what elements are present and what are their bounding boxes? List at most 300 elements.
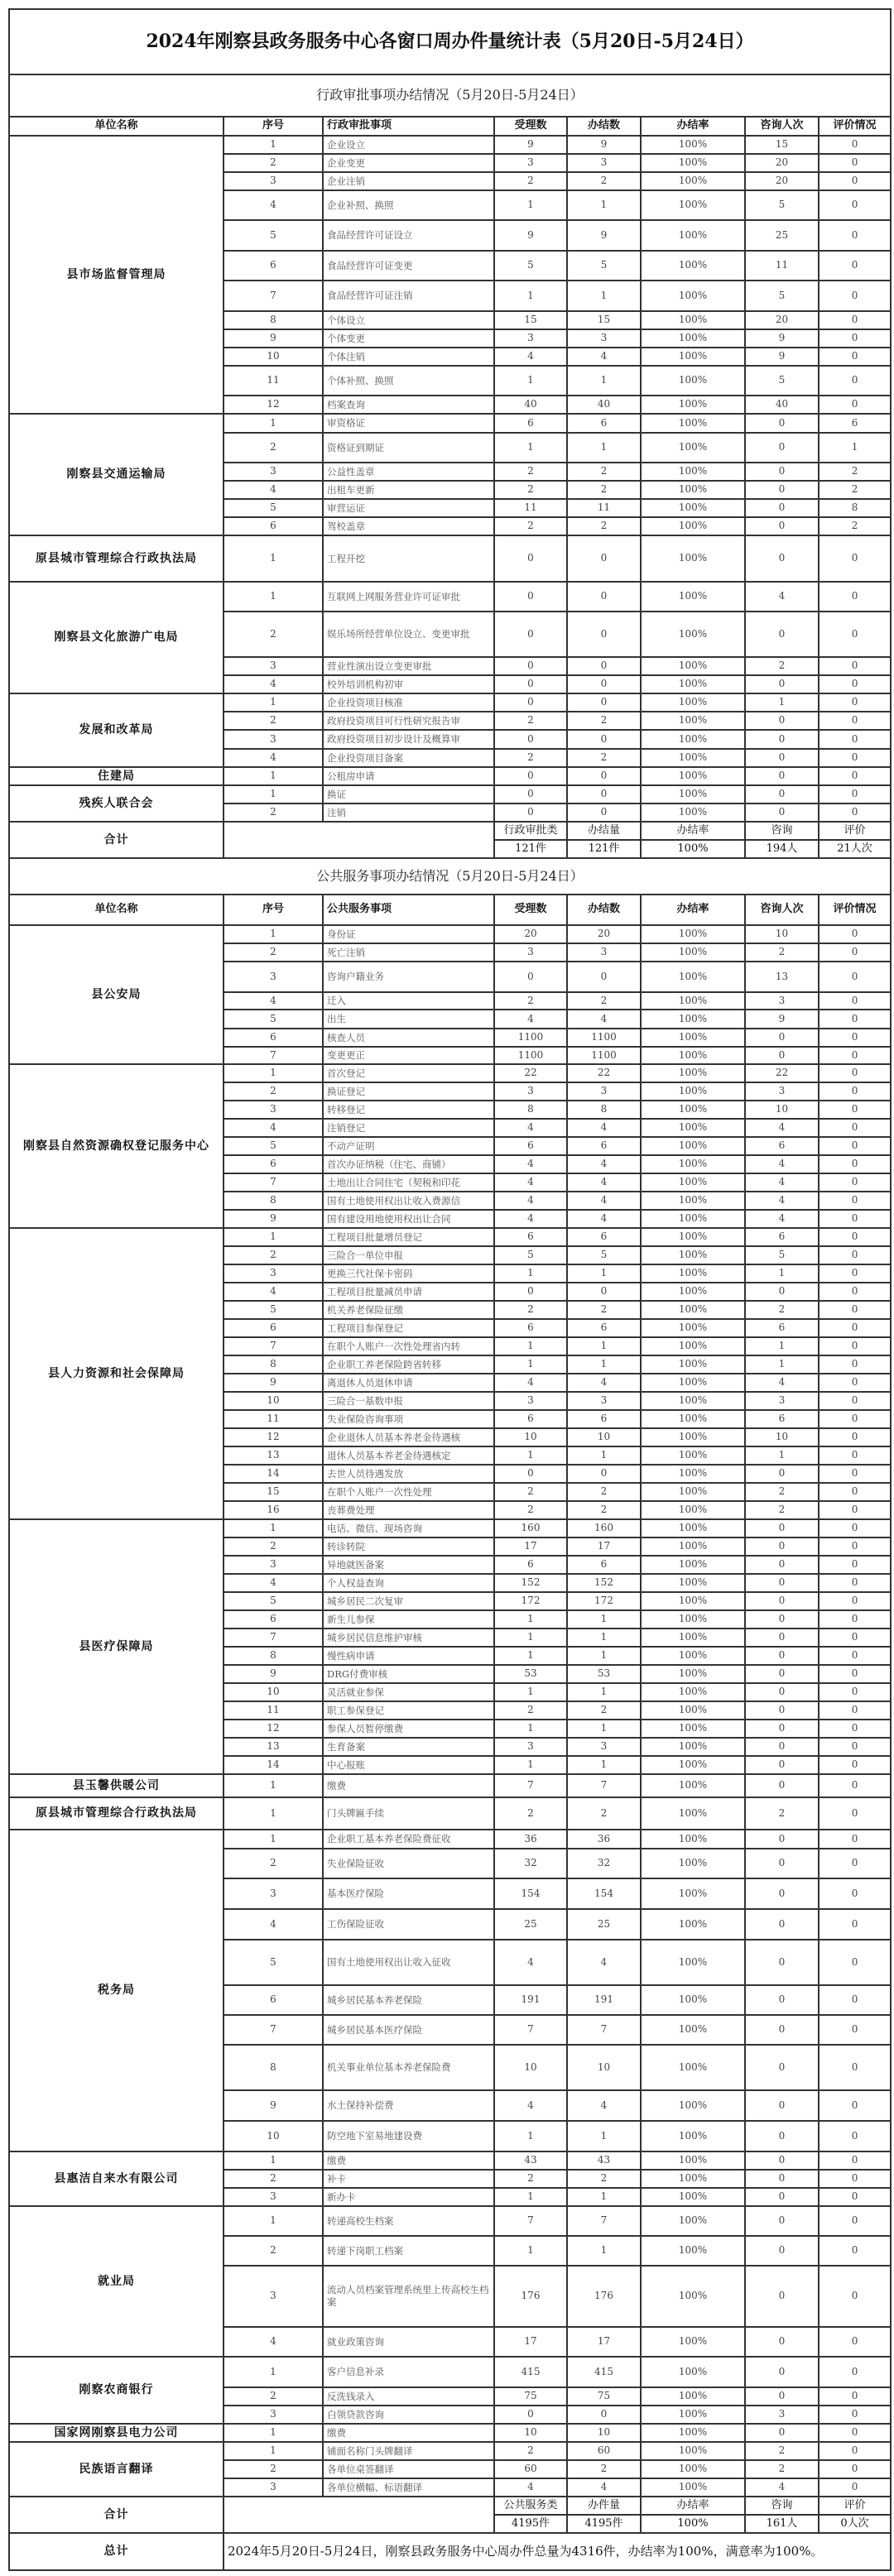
cell-completed: 6 [567,414,641,433]
cell-seq: 5 [223,1592,323,1610]
cell-consultations: 0 [745,1574,819,1592]
cell-completed: 10 [567,1428,641,1446]
cell-consultations: 2 [745,2460,819,2478]
cell-accepted: 0 [494,612,567,657]
cell-consultations: 0 [745,2266,819,2327]
cell-rate: 100% [641,1629,745,1647]
cell-rate: 100% [641,1428,745,1446]
cell-seq: 6 [223,1610,323,1629]
cell-item: 机关事业单位基本养老保险费 [323,2045,494,2090]
admin-section-title: 行政审批事项办结情况（5月20日-5月24日） [9,74,891,117]
cell-seq: 2 [223,1246,323,1264]
cell-accepted: 2 [494,172,567,190]
cell-completed: 1 [567,1264,641,1283]
cell-item: 门头牌匾手续 [323,1797,494,1830]
cell-consultations: 2 [745,1797,819,1830]
cell-accepted: 43 [494,2151,567,2170]
cell-rate: 100% [641,1537,745,1556]
cell-item: 丧葬费处理 [323,1501,494,1519]
cell-accepted: 1 [494,1683,567,1701]
cell-rate: 100% [641,1064,745,1082]
cell-item: 个体变更 [323,329,494,348]
cell-accepted: 6 [494,1410,567,1428]
cell-rate: 100% [641,675,745,693]
total-metric-value: 100% [641,2515,745,2533]
cell-seq: 1 [223,1830,323,1849]
cell-item: 异地就医备案 [323,1556,494,1574]
cell-seq: 4 [223,1909,323,1940]
cell-consultations: 0 [745,1940,819,1985]
cell-completed: 0 [567,1465,641,1483]
cell-item: 退休人员基本养老金待遇核定 [323,1446,494,1465]
cell-seq: 2 [223,433,323,463]
cell-item: 企业补照、换照 [323,190,494,220]
cell-seq: 1 [223,1797,323,1830]
cell-consultations: 0 [745,1985,819,2015]
cell-accepted: 0 [494,657,567,675]
cell-evaluations: 0 [819,1519,891,1537]
cell-evaluations: 0 [819,1173,891,1192]
cell-accepted: 4 [494,1192,567,1210]
cell-evaluations: 0 [819,220,891,251]
header-unit-name: 单位名称 [9,895,223,925]
cell-rate: 100% [641,2406,745,2424]
cell-completed: 6 [567,1319,641,1337]
cell-seq: 5 [223,220,323,251]
cell-item: 咨询户籍业务 [323,962,494,992]
cell-consultations: 0 [745,1610,819,1629]
cell-consultations: 1 [745,1337,819,1355]
cell-accepted: 1100 [494,1047,567,1064]
cell-evaluations: 2 [819,463,891,481]
cell-seq: 2 [223,612,323,657]
cell-consultations: 0 [745,2357,819,2387]
cell-seq: 13 [223,1738,323,1756]
cell-evaluations: 0 [819,1501,891,1519]
cell-evaluations: 0 [819,2045,891,2090]
cell-accepted: 3 [494,1392,567,1410]
cell-accepted: 10 [494,1428,567,1446]
cell-rate: 100% [641,2188,745,2206]
unit-name: 就业局 [9,2206,223,2357]
cell-seq: 3 [223,1264,323,1283]
cell-evaluations: 8 [819,499,891,517]
cell-seq: 9 [223,329,323,348]
cell-item: 白领贷款咨询 [323,2406,494,2424]
cell-rate: 100% [641,1283,745,1301]
cell-consultations: 13 [745,962,819,992]
unit-name: 县市场监督管理局 [9,136,223,414]
cell-accepted: 6 [494,1228,567,1246]
cell-seq: 11 [223,1410,323,1428]
cell-completed: 5 [567,251,641,281]
cell-seq: 1 [223,582,323,612]
cell-consultations: 0 [745,463,819,481]
unit-name: 残疾人联合会 [9,785,223,822]
cell-item: 工程开挖 [323,535,494,582]
cell-consultations: 0 [745,2170,819,2188]
header-completed: 办结数 [567,117,641,136]
table-row [9,1830,891,1849]
cell-consultations: 0 [745,1556,819,1574]
header-evaluations: 评价情况 [819,117,891,136]
cell-consultations: 0 [745,481,819,499]
cell-item: 企业职工养老保险跨省转移 [323,1355,494,1374]
cell-accepted: 40 [494,396,567,414]
cell-seq: 1 [223,1064,323,1082]
cell-completed: 4 [567,1010,641,1029]
cell-completed: 4 [567,2090,641,2121]
cell-evaluations: 0 [819,1878,891,1909]
cell-accepted: 4 [494,1374,567,1392]
cell-evaluations: 0 [819,1610,891,1629]
header-row [9,117,891,136]
cell-evaluations: 0 [819,1701,891,1720]
table-row [9,1519,891,1537]
cell-accepted: 0 [494,535,567,582]
table-row [9,2442,891,2460]
cell-evaluations: 0 [819,2460,891,2478]
cell-seq: 2 [223,943,323,962]
total-metric-label: 公共服务类 [494,2497,567,2515]
cell-completed: 53 [567,1665,641,1683]
cell-completed: 415 [567,2357,641,2387]
cell-completed: 1 [567,2236,641,2266]
cell-consultations: 0 [745,785,819,804]
cell-item: 离退休人员退休申请 [323,1374,494,1392]
cell-consultations: 0 [745,1465,819,1483]
cell-rate: 100% [641,804,745,822]
cell-completed: 17 [567,2327,641,2357]
table-row [9,2206,891,2236]
cell-item: 失业保险征收 [323,1849,494,1878]
table-row [9,2424,891,2442]
cell-completed: 10 [567,2424,641,2442]
cell-consultations: 0 [745,433,819,463]
cell-item: 档案查询 [323,396,494,414]
cell-rate: 100% [641,1774,745,1797]
cell-seq: 6 [223,1985,323,2015]
cell-completed: 2 [567,1483,641,1501]
cell-evaluations: 0 [819,1537,891,1556]
cell-seq: 1 [223,2424,323,2442]
cell-item: 新办卡 [323,2188,494,2206]
cell-seq: 3 [223,172,323,190]
cell-completed: 1 [567,1683,641,1701]
cell-accepted: 2 [494,1701,567,1720]
cell-consultations: 0 [745,2015,819,2045]
cell-completed: 2 [567,172,641,190]
cell-rate: 100% [641,582,745,612]
cell-rate: 100% [641,281,745,311]
cell-evaluations: 0 [819,1909,891,1940]
cell-evaluations: 0 [819,962,891,992]
cell-rate: 100% [641,136,745,154]
cell-rate: 100% [641,712,745,730]
unit-name: 县玉馨供暖公司 [9,1774,223,1797]
summary-text: 2024年5月20日-5月24日，刚察县政务服务中心周办件总量为4316件，办结率为100%，满意率为100%。 [223,2533,891,2570]
cell-seq: 7 [223,1629,323,1647]
cell-consultations: 0 [745,1756,819,1774]
cell-accepted: 1 [494,1629,567,1647]
cell-completed: 2 [567,2460,641,2478]
cell-completed: 0 [567,612,641,657]
cell-accepted: 22 [494,1064,567,1082]
cell-accepted: 1 [494,2121,567,2151]
cell-consultations: 1 [745,1446,819,1465]
cell-seq: 1 [223,535,323,582]
cell-consultations: 22 [745,1064,819,1082]
cell-completed: 6 [567,1410,641,1428]
cell-accepted: 1 [494,1647,567,1665]
cell-item: 企业注销 [323,172,494,190]
cell-rate: 100% [641,1010,745,1029]
cell-evaluations: 0 [819,2188,891,2206]
cell-consultations: 11 [745,251,819,281]
cell-seq: 6 [223,517,323,535]
cell-completed: 3 [567,1738,641,1756]
cell-seq: 3 [223,463,323,481]
cell-seq: 3 [223,1878,323,1909]
cell-item: 身份证 [323,925,494,943]
cell-consultations: 20 [745,172,819,190]
cell-evaluations: 0 [819,2478,891,2497]
total-metric-value: 4195件 [494,2515,567,2533]
cell-accepted: 1 [494,281,567,311]
cell-evaluations: 0 [819,657,891,675]
cell-evaluations: 0 [819,1192,891,1210]
cell-item: 不动产证明 [323,1137,494,1155]
cell-consultations: 0 [745,535,819,582]
cell-consultations: 0 [745,1047,819,1064]
cell-consultations: 0 [745,612,819,657]
cell-consultations: 0 [745,712,819,730]
total-label-row [9,2497,891,2515]
cell-accepted: 5 [494,251,567,281]
cell-completed: 75 [567,2387,641,2406]
cell-rate: 100% [641,730,745,749]
cell-consultations: 0 [745,2387,819,2406]
cell-seq: 3 [223,730,323,749]
cell-item: 核查人员 [323,1029,494,1047]
cell-evaluations: 0 [819,1985,891,2015]
cell-evaluations: 0 [819,1410,891,1428]
cell-seq: 10 [223,348,323,366]
cell-rate: 100% [641,1029,745,1047]
cell-item: 工程项目批量增员登记 [323,1228,494,1246]
header-accepted: 受理数 [494,117,567,136]
cell-accepted: 2 [494,749,567,767]
cell-item: 互联网上网服务营业许可证审批 [323,582,494,612]
cell-item: 公益性盖章 [323,463,494,481]
cell-seq: 11 [223,1701,323,1720]
cell-item: 转递下岗职工档案 [323,2236,494,2266]
cell-accepted: 4 [494,1940,567,1985]
cell-accepted: 1 [494,1720,567,1738]
cell-accepted: 191 [494,1985,567,2015]
cell-item: 城乡居民信息维护审核 [323,1629,494,1647]
cell-evaluations: 0 [819,1849,891,1878]
cell-rate: 100% [641,1519,745,1537]
cell-rate: 100% [641,2090,745,2121]
cell-completed: 2 [567,1301,641,1319]
cell-consultations: 0 [745,1701,819,1720]
cell-rate: 100% [641,2015,745,2045]
cell-evaluations: 0 [819,1428,891,1446]
cell-seq: 3 [223,1556,323,1574]
cell-completed: 172 [567,1592,641,1610]
cell-item: 三险合一单位申报 [323,1246,494,1264]
cell-completed: 22 [567,1064,641,1082]
cell-completed: 1100 [567,1029,641,1047]
summary-row [9,2533,891,2570]
cell-accepted: 1 [494,1610,567,1629]
cell-evaluations: 0 [819,1119,891,1137]
cell-accepted: 25 [494,1909,567,1940]
cell-rate: 100% [641,220,745,251]
total-metric-label: 办件量 [567,2497,641,2515]
cell-seq: 10 [223,2121,323,2151]
cell-completed: 1 [567,1647,641,1665]
cell-item: 个体设立 [323,311,494,329]
cell-seq: 3 [223,2406,323,2424]
cell-item: 基本医疗保险 [323,1878,494,1909]
cell-evaluations: 0 [819,1830,891,1849]
cell-seq: 8 [223,1355,323,1374]
cell-rate: 100% [641,517,745,535]
cell-accepted: 2 [494,1501,567,1519]
unit-name: 发展和改革局 [9,693,223,767]
cell-seq: 12 [223,1428,323,1446]
cell-item: 国有土地使用权出让收入征收 [323,1940,494,1985]
cell-accepted: 154 [494,1878,567,1909]
cell-seq: 7 [223,2015,323,2045]
cell-consultations: 4 [745,1155,819,1173]
cell-seq: 4 [223,1119,323,1137]
cell-evaluations: 1 [819,433,891,463]
total-metric-label: 咨询 [745,822,819,840]
cell-accepted: 8 [494,1101,567,1119]
cell-completed: 0 [567,535,641,582]
cell-item: 换证登记 [323,1082,494,1101]
cell-seq: 7 [223,281,323,311]
cell-accepted: 2 [494,992,567,1010]
cell-seq: 6 [223,1029,323,1047]
cell-evaluations: 0 [819,1446,891,1465]
cell-item: 校外培训机构初审 [323,675,494,693]
header-completed: 办结数 [567,895,641,925]
cell-item: 流动人员档案管理系统里上传高校生档案 [323,2266,494,2327]
header-seq: 序号 [223,895,323,925]
cell-consultations: 4 [745,1374,819,1392]
cell-evaluations: 0 [819,804,891,822]
table-row [9,693,891,712]
cell-seq: 1 [223,785,323,804]
cell-rate: 100% [641,2045,745,2090]
cell-item: 各单位桌签翻译 [323,2460,494,2478]
cell-item: 去世人员待遇发放 [323,1465,494,1483]
cell-accepted: 0 [494,675,567,693]
cell-rate: 100% [641,1210,745,1228]
cell-evaluations: 0 [819,1337,891,1355]
cell-accepted: 6 [494,1137,567,1155]
cell-item: 客户信息补录 [323,2357,494,2387]
cell-consultations: 5 [745,366,819,396]
cell-rate: 100% [641,1155,745,1173]
cell-seq: 8 [223,1192,323,1210]
cell-accepted: 10 [494,2045,567,2090]
cell-consultations: 3 [745,1392,819,1410]
cell-rate: 100% [641,1797,745,1830]
cell-item: 企业变更 [323,154,494,172]
cell-accepted: 1 [494,433,567,463]
cell-seq: 4 [223,1283,323,1301]
cell-rate: 100% [641,1101,745,1119]
total-metric-value: 4195件 [567,2515,641,2533]
cell-rate: 100% [641,612,745,657]
table-row [9,1774,891,1797]
header-row [9,895,891,925]
cell-accepted: 2 [494,481,567,499]
cell-evaluations: 0 [819,1592,891,1610]
cell-completed: 0 [567,730,641,749]
cell-accepted: 0 [494,693,567,712]
cell-completed: 15 [567,311,641,329]
cell-evaluations: 0 [819,1029,891,1047]
cell-rate: 100% [641,2424,745,2442]
cell-consultations: 0 [745,1683,819,1701]
cell-evaluations: 0 [819,943,891,962]
cell-item: 工程项目批量减员申请 [323,1283,494,1301]
cell-consultations: 15 [745,136,819,154]
total-metric-value: 121件 [567,840,641,858]
total-metric-label: 评价 [819,822,891,840]
cell-completed: 1 [567,366,641,396]
cell-item: 驾校盖章 [323,517,494,535]
cell-evaluations: 0 [819,1101,891,1119]
cell-evaluations: 0 [819,136,891,154]
cell-item: 企业退休人员基本养老金待遇核 [323,1428,494,1446]
cell-item: 城乡居民基本养老保险 [323,1985,494,2015]
cell-seq: 5 [223,1137,323,1155]
cell-item: 国有土地使用权出让收入费源信 [323,1192,494,1210]
cell-item: 三险合一基数申报 [323,1392,494,1410]
cell-accepted: 1 [494,1264,567,1283]
cell-completed: 6 [567,1228,641,1246]
cell-consultations: 6 [745,1319,819,1337]
cell-evaluations: 0 [819,1047,891,1064]
cell-evaluations: 0 [819,2357,891,2387]
cell-item: 在职个人账户一次性处理 [323,1483,494,1501]
cell-accepted: 0 [494,962,567,992]
cell-seq: 1 [223,136,323,154]
cell-accepted: 17 [494,2327,567,2357]
cell-item: 审营运证 [323,499,494,517]
cell-seq: 9 [223,1665,323,1683]
cell-seq: 1 [223,1774,323,1797]
cell-item: 灵活就业参保 [323,1683,494,1701]
cell-seq: 7 [223,1047,323,1064]
cell-seq: 9 [223,1374,323,1392]
cell-rate: 100% [641,1355,745,1374]
cell-seq: 8 [223,2045,323,2090]
cell-item: 更换三代社保卡密码 [323,1264,494,1283]
unit-name: 县公安局 [9,925,223,1064]
cell-item: 慢性病申请 [323,1647,494,1665]
cell-completed: 11 [567,499,641,517]
cell-evaluations: 0 [819,1319,891,1337]
cell-evaluations: 2 [819,517,891,535]
